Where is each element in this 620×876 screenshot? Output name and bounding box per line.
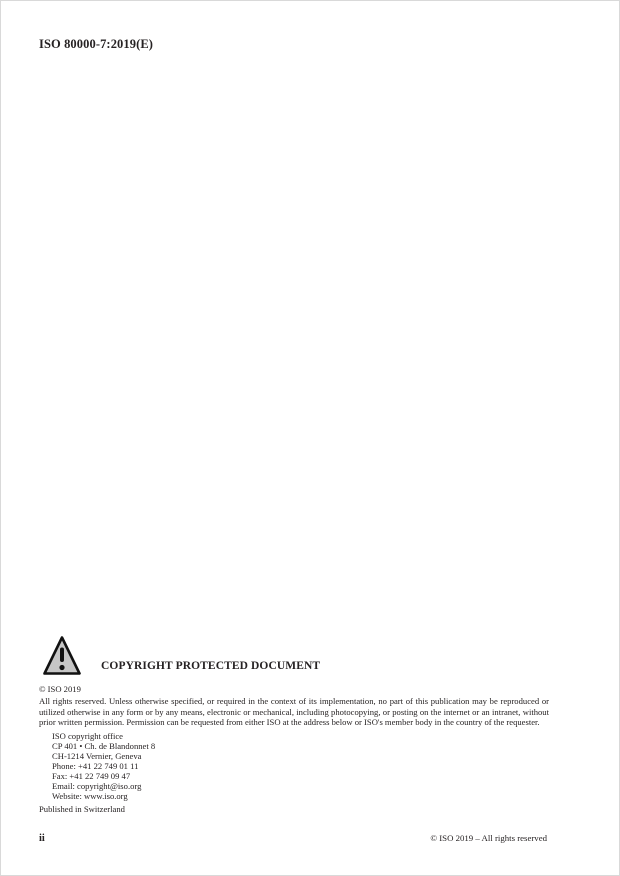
page-number: ii: [39, 833, 45, 844]
footer-copyright-notice: © ISO 2019 – All rights reserved: [430, 833, 547, 843]
document-reference: ISO 80000-7:2019(E): [39, 37, 154, 51]
page-footer: [39, 833, 547, 844]
copyright-heading: COPYRIGHT PROTECTED DOCUMENT: [101, 660, 321, 672]
published-line: Published in Switzerland: [39, 803, 125, 814]
address-line-street: CP 401 • Ch. de Blandonnet 8: [52, 740, 156, 751]
address-line-city: CH-1214 Vernier, Geneva: [52, 750, 142, 761]
address-line-phone: Phone: +41 22 749 01 11: [52, 760, 139, 771]
copyright-year-line: © ISO 2019: [39, 684, 81, 694]
copyright-section: [39, 630, 549, 814]
copyright-body-text: All rights reserved. Unless otherwise specified, or required in the context of its implementation, no part of this publication may be reproduced or utilized otherwise in any form or by any means, electronic or mechanical, including photocopying, or posting on the internet or an intranet, without prior written permission. Permission can be requested from either ISO at the address below or ISO's member body in the country of the requester.: [39, 696, 549, 727]
address-line-email: Email: copyright@iso.org: [52, 781, 142, 792]
copyright-heading-row: [39, 630, 549, 678]
address-line-website: Website: www.iso.org: [52, 791, 128, 802]
warning-triangle-icon: [42, 634, 82, 678]
address-line-office: ISO copyright office: [52, 730, 123, 741]
address-line-fax: Fax: +41 22 749 09 47: [52, 771, 131, 782]
iso-address-block: [52, 731, 549, 802]
